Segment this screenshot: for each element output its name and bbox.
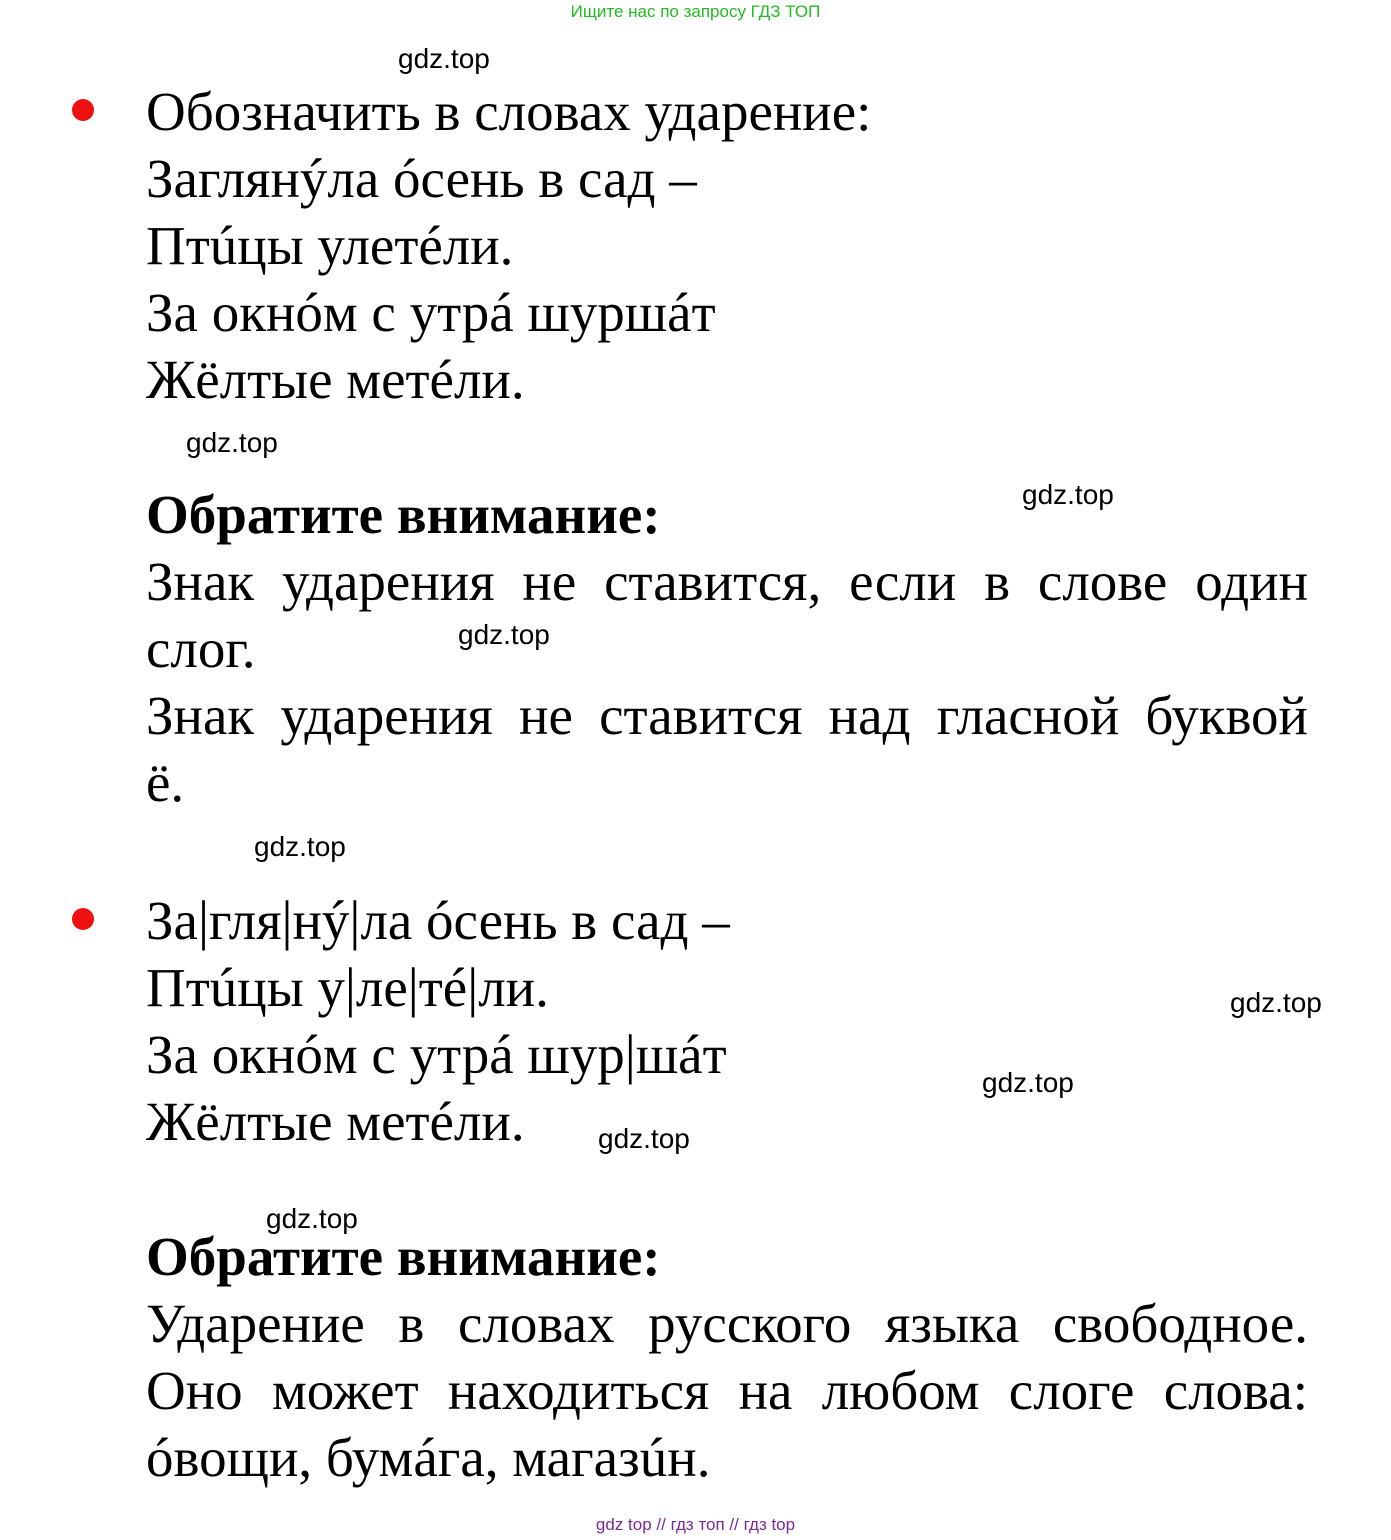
watermark: gdz.top xyxy=(1230,987,1322,1018)
watermark: gdz.top xyxy=(458,619,550,650)
note-title: Обратите внимание: xyxy=(146,484,661,545)
note-line: Знак ударения не ставится над гласной буквой xyxy=(146,685,1308,746)
watermark: gdz.top xyxy=(186,427,278,458)
watermark: gdz.top xyxy=(254,831,346,862)
note-line: Оно может находиться на любом слоге слова: xyxy=(146,1360,1308,1421)
note-line: слог. xyxy=(146,618,256,679)
note-line: Ударение в словах русского языка свободное. xyxy=(146,1293,1308,1354)
watermark: gdz.top xyxy=(398,43,490,74)
note-line: Знак ударения не ставится, если в слове один xyxy=(146,551,1308,612)
note-title: Обратите внимание: xyxy=(146,1226,661,1287)
footer-banner[interactable]: gdz top // гдз топ // гдз top xyxy=(595,1515,796,1534)
bullet-icon xyxy=(72,99,94,121)
note-line: óвощи, бумáга, магазúн. xyxy=(146,1427,711,1488)
watermark: gdz.top xyxy=(1022,479,1114,510)
watermark: gdz.top xyxy=(982,1067,1074,1098)
poem-line: За|гля|нý|ла óсень в сад – xyxy=(146,890,730,951)
watermark: gdz.top xyxy=(266,1203,358,1234)
poem-line: Заглянýла óсень в сад – xyxy=(146,148,697,209)
poem-line: Птúцы у|ле|тé|ли. xyxy=(146,957,549,1018)
poem-line: За окнóм с утрá шуршáт xyxy=(146,282,716,343)
poem-line: Жёлтые метéли. xyxy=(146,349,525,410)
bullet-icon xyxy=(72,908,94,930)
note-line: ё. xyxy=(146,752,185,813)
poem-line: За окнóм с утрá шур|шáт xyxy=(146,1024,727,1085)
poem-line: Жёлтые метéли. xyxy=(146,1091,525,1152)
header-banner[interactable]: Ищите нас по запросу ГДЗ ТОП xyxy=(570,2,821,21)
watermark: gdz.top xyxy=(598,1123,690,1154)
task-text: Обозначить в словах ударение: xyxy=(146,81,872,142)
poem-line: Птúцы улетéли. xyxy=(146,215,514,276)
